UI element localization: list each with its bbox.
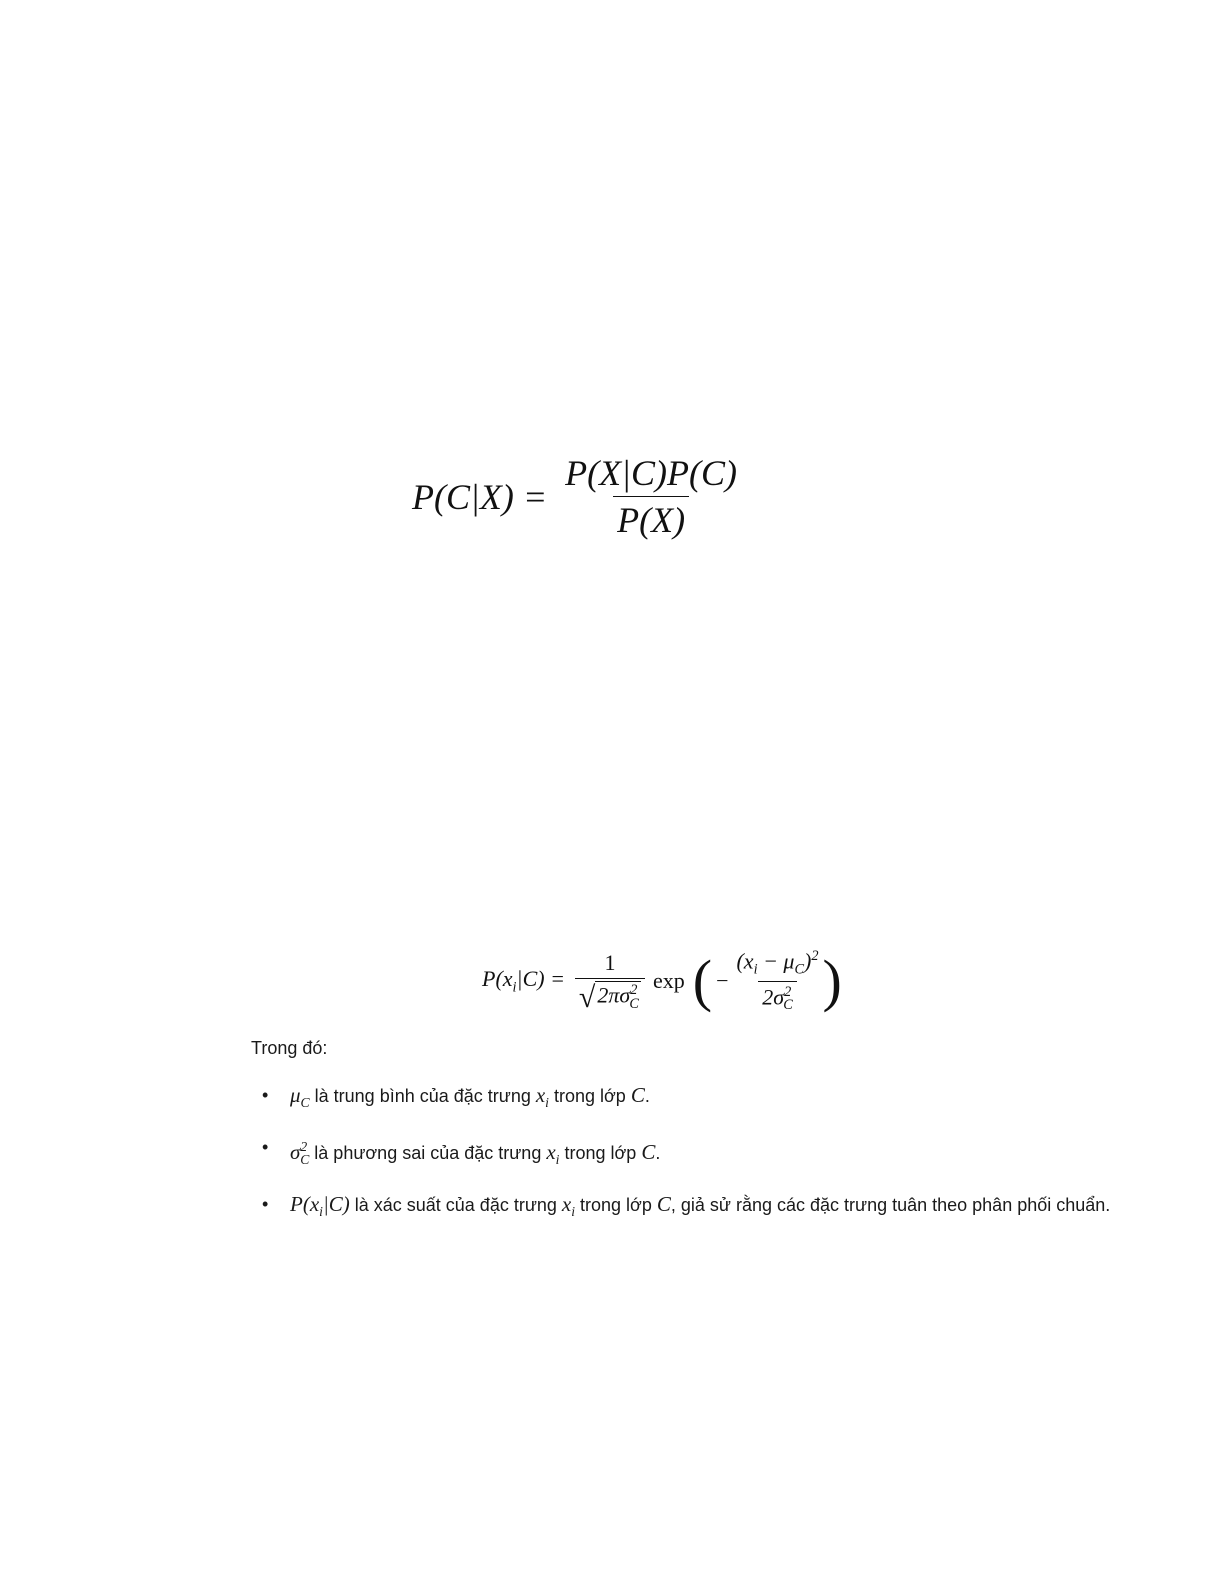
coefficient-numerator: 1 bbox=[604, 949, 616, 975]
where-label: Trong đó: bbox=[251, 1038, 328, 1058]
list-item: • $P(x_i|C)$ là xác suất của đặc trưng $x_i$ trong lớp C, giả sử rằng các đặc trưng tuân theo phân phối chuẩn. bbox=[262, 1187, 1122, 1229]
symbol-x: $x_i$ bbox=[535, 1083, 549, 1111]
exp-function: exp bbox=[652, 968, 685, 994]
symbol-c: C bbox=[641, 1140, 656, 1165]
gaussian-equation bbox=[482, 948, 842, 1014]
sqrt-body: $2\pi\sigma^2_C$ bbox=[597, 981, 639, 1012]
bayes-denominator: P(X) bbox=[613, 496, 689, 541]
definition-list bbox=[262, 1078, 1122, 1240]
gaussian-lhs: $P(x_i|C)$ = bbox=[482, 966, 565, 996]
bayes-fraction bbox=[561, 452, 741, 541]
sqrt-expression bbox=[579, 981, 641, 1013]
symbol-sigma: $\sigma^2_C$ bbox=[290, 1139, 310, 1168]
gaussian-coefficient bbox=[575, 950, 645, 1013]
list-item: • $\mu_C$ là trung bình của đặc trưng $x_i$ trong lớp C. bbox=[262, 1078, 1122, 1120]
symbol-x: $x_i$ bbox=[561, 1192, 576, 1220]
close-paren: ) bbox=[822, 948, 842, 1014]
open-paren: ( bbox=[692, 948, 713, 1014]
bayes-numerator: P(X|C)P(C) bbox=[565, 453, 738, 493]
bayes-lhs: P(C|X) = bbox=[412, 476, 548, 517]
symbol-mu: $\mu_C$ bbox=[290, 1083, 310, 1111]
bayes-equation bbox=[412, 452, 741, 541]
coefficient-denominator bbox=[575, 978, 645, 1013]
exponent-numerator: $(x_i - \mu_C)^2$ bbox=[736, 948, 819, 978]
sqrt-sign: √ bbox=[578, 980, 596, 1014]
exponent-denominator: $2\sigma^2_C$ bbox=[758, 981, 797, 1015]
symbol-c: C bbox=[656, 1192, 671, 1217]
symbol-x: $x_i$ bbox=[546, 1140, 560, 1168]
symbol-c: C bbox=[630, 1083, 645, 1107]
symbol-probability: $P(x_i|C)$ bbox=[290, 1192, 350, 1220]
list-item: • $\sigma^2_C$ là phương sai của đặc trưng $x_i$ trong lớp C. bbox=[262, 1130, 1122, 1177]
minus-sign: − bbox=[716, 968, 729, 994]
exponent-fraction bbox=[732, 948, 822, 1014]
